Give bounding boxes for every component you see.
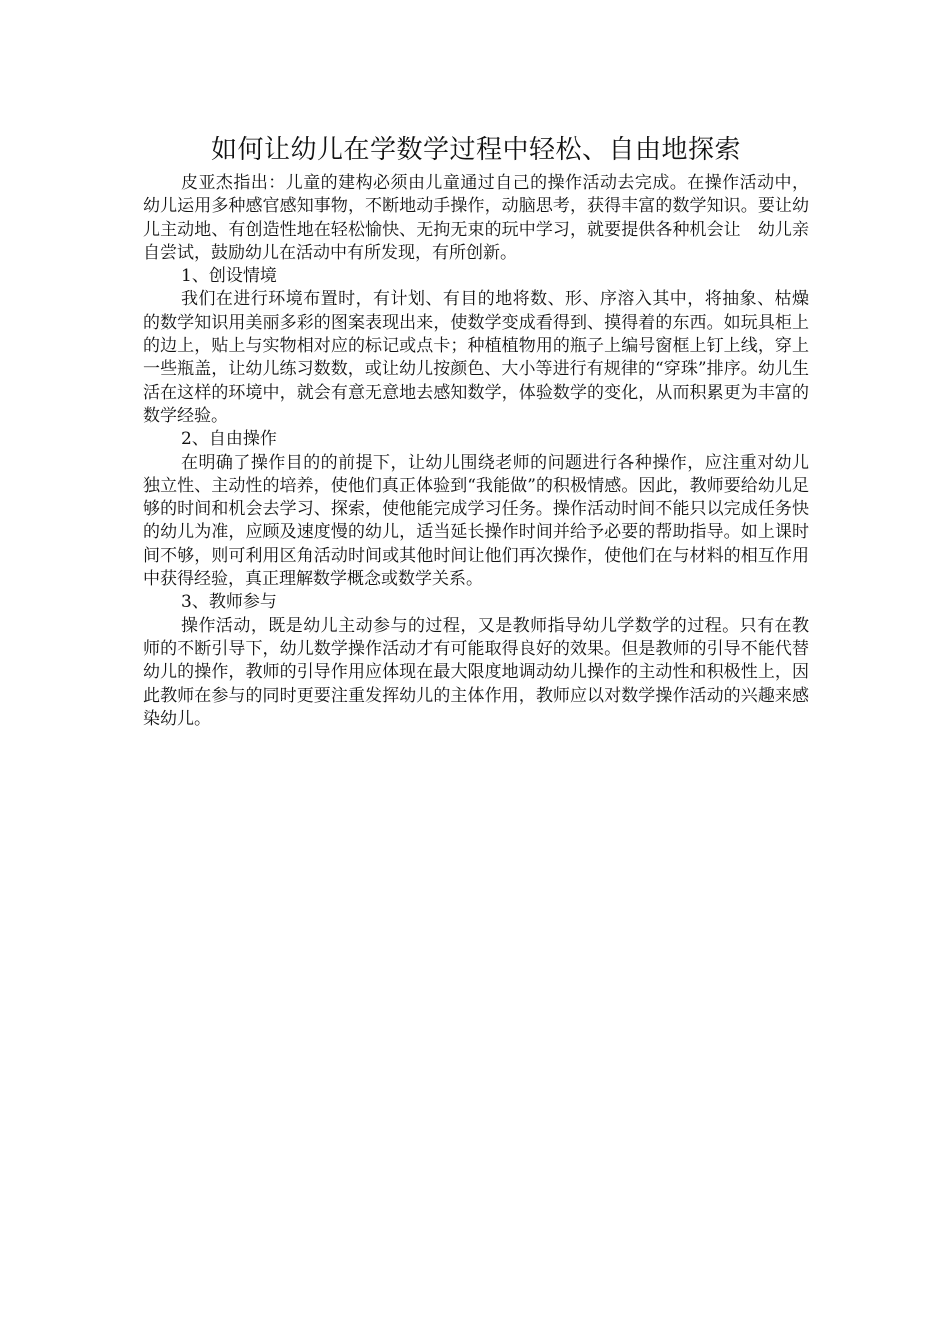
intro-paragraph: 皮亚杰指出：儿童的建构必须由儿童通过自己的操作活动去完成。在操作活动中，幼儿运用多种感官感知事物，不断地动手操作，动脑思考，获得丰富的数学知识。要让幼儿主动地、有创造性地在轻松愉快、无拘无束的玩中学习，就要提供各种机会让 幼儿亲自尝试，鼓励幼儿在活动中有所发现，有所创新。 (143, 173, 809, 263)
section-body-1: 我们在进行环境布置时，有计划、有目的地将数、形、序溶入其中，将抽象、枯燥的数学知识用美丽多彩的图案表现出来，使数学变成看得到、摸得着的东西。如玩具柜上的边上，贴上与实物相对应的标记或点卡；种植植物用的瓶子上编号窗框上钉上线，穿上一些瓶盖，让幼儿练习数数，或让幼儿按颜色、大小等进行有规律的“穿珠”排序。幼儿生活在这样的环境中，就会有意无意地去感知数学，体验数学的变化，从而积累更为丰富的数学经验。 (143, 289, 809, 426)
section-heading-3: 3、教师参与 (181, 592, 277, 613)
section-heading-2: 2、自由操作 (181, 429, 277, 450)
document-title: 如何让幼儿在学数学过程中轻松、自由地探索 (210, 135, 741, 165)
section-body-3: 操作活动，既是幼儿主动参与的过程，又是教师指导幼儿学数学的过程。只有在教师的不断引导下，幼儿数学操作活动才有可能取得良好的效果。但是教师的引导不能代替 幼儿的操作，教师的引导作用应体现在最大限度地调动幼儿操作的主动性和积极性上，因此教师在参与的同时更要注重发挥幼儿的主体作用，教师应以对数学操作活动的兴趣来感染幼儿。 (143, 615, 826, 729)
section-heading-1: 1、创设情境 (181, 266, 277, 287)
document-body (143, 130, 826, 731)
section-body-2: 在明确了操作目的的前提下，让幼儿围绕老师的问题进行各种操作，应注重对幼儿独立性、主动性的培养，使他们真正体验到“我能做”的积极情感。因此，教师要给幼儿足够的时间和机会去学习、探索，使他能完成学习任务。操作活动时间不能只以完成任务快的幼儿为准，应顾及速度慢的幼儿，适当延长操作时间并给予必要的帮助指导。如上课时间不够，则可利用区角活动时间或其他时间让他们再次操作，使他们在与材料的相互作用中获得经验，真正理解数学概念或数学关系。 (143, 452, 809, 590)
